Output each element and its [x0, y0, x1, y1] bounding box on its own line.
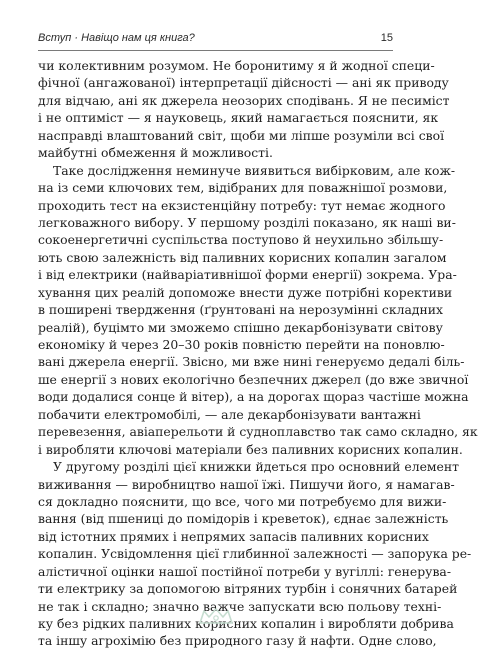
text-line: Таке дослідження неминуче виявиться вибірковим, але кож- [53, 162, 456, 178]
text-line: економіку й через 20–30 років повністю перейти на поновлю- [38, 337, 445, 352]
text-line: насправді влаштований світ, щоби ми ліпше розуміли всі свої [38, 127, 445, 143]
text-line: перевезення, авіаперельоти й судноплавство так само складно, як [38, 424, 478, 440]
header-rule [38, 50, 393, 51]
text-line: легковажного вибору. У першому розділі показано, як наші ви- [38, 214, 456, 230]
text-line: побачити електромобілі, — але декарбонізувати вантажні [38, 406, 421, 422]
running-head: Вступ · Навіщо нам ця книга? [38, 32, 195, 44]
text-line: та іншу агрохімію без природного газу й нафти. Одне слово, [38, 633, 437, 649]
text-line: копалин. Усвідомлення цієї глибинної залежності — запорука ре- [38, 546, 472, 562]
paragraph [38, 162, 478, 458]
text-line: в поширені твердження (ґрунтовані на нерозумінні складних [38, 302, 443, 318]
text-line: вання (від пшениці до помідорів і креветок), єднає залежність [38, 511, 449, 527]
text-line: і виробляти ключові матеріали без паливних корисних копалин. [38, 441, 463, 457]
text-line: ють свою залежність від паливних корисних копалин загалом [38, 249, 447, 265]
publisher-ornament-icon [196, 607, 236, 625]
text-line: реалій), буцімто ми зможемо спішно декарбонізувати світову [38, 319, 443, 335]
paragraph [38, 57, 450, 162]
text-line: ше енергії з нових екологічно безпечних джерел (до вже звичної [38, 371, 469, 387]
text-line: ти електрику за допомогою вітряних турбін і сонячних батарей [38, 581, 458, 597]
text-line: проходить тест на екзистенційну потребу: тут немає жодного [38, 197, 446, 213]
text-line: не так і складно; значно важче запускати всю польову техні- [38, 598, 442, 614]
text-line: У другому розділі цієї книжки йдеться про основний елемент [53, 459, 459, 475]
text-line: і не оптиміст — я науковець, який намагається пояснити, як [38, 110, 439, 126]
text-line: вані джерела енергії. Звісно, ми вже нині генеруємо дедалі біль- [38, 354, 465, 370]
text-line: чи колективним розумом. Не боронитиму я й жодної специ- [38, 58, 435, 73]
text-line: хування цих реалій допоможе внести дуже потрібні корективи [38, 284, 453, 300]
text-line: на із семи ключових тем, відібраних для поважнішої розмови, [38, 180, 448, 196]
text-line: ся докладно пояснити, що все, чого ми потребуємо для вижи- [38, 493, 447, 509]
text-line: фічної (ангажованої) інтерпретації дійсності — ані як приводу [38, 75, 449, 91]
text-line: алістичної оцінки нашої постійної потреби у вугіллі: генерува- [38, 563, 452, 579]
text-line: виживання — виробництво нашої їжі. Пишучи його, я намагав- [38, 476, 455, 492]
text-line: майбутні обмеження й можливості. [38, 145, 273, 161]
page-number: 15 [380, 32, 393, 44]
text-line: ку без рідких паливних корисних копалин і виробляти добрива [38, 616, 454, 631]
text-line: сокоенергетичні суспільства поступово й неухильно збільшу- [38, 232, 444, 248]
text-line: і від електрики (найваріативнішої форми енергії) зокрема. Ура- [38, 267, 457, 283]
text-line: для відчаю, ані як джерела неозорих сподівань. Я не песиміст [38, 92, 450, 108]
text-line: від істотних прямих і непрямих запасів паливних корисних [38, 528, 429, 544]
body-text [38, 57, 478, 650]
page-header [38, 32, 393, 48]
text-line: води додалися сонце й вітер), а на дорогах щораз частіше можна [38, 389, 469, 405]
